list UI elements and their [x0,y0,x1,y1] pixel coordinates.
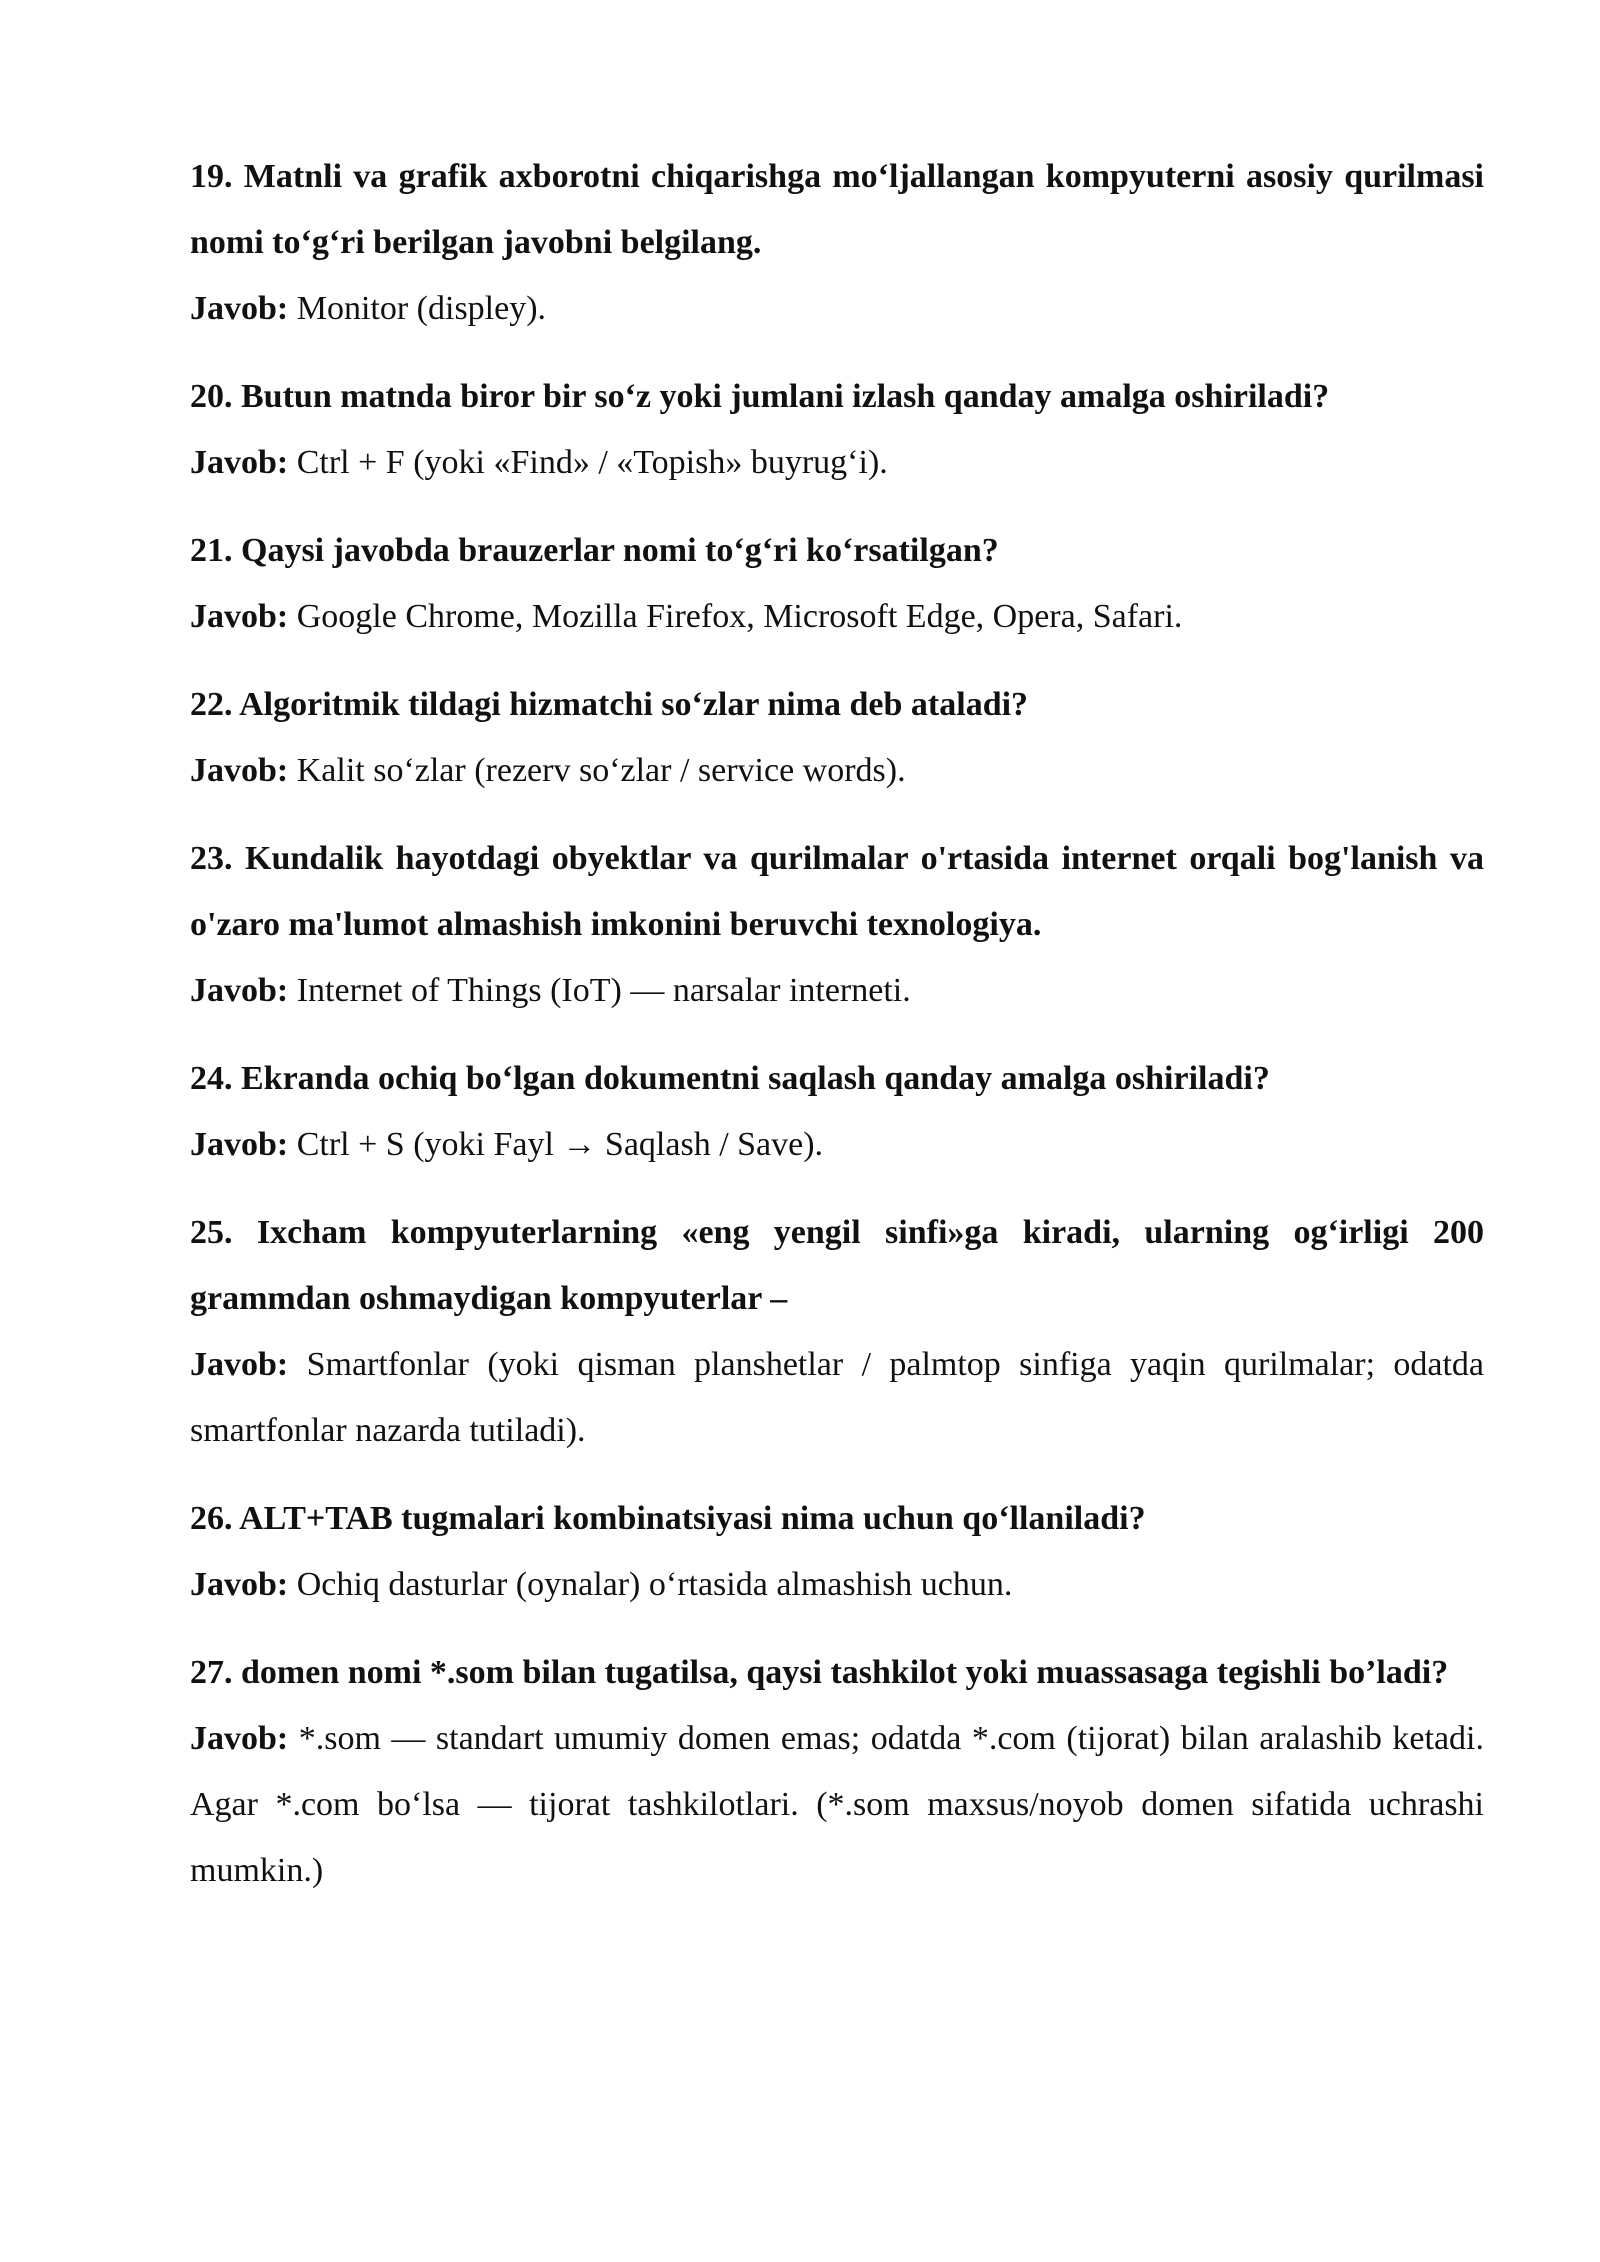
question-text: 19. Matnli va grafik axborotni chiqarishga mo‘ljallangan kompyuterni asosiy qurilmasi nomi to‘g‘ri berilgan javobni belgilang. [190,158,1484,261]
answer-line [190,1332,1484,1464]
answer-label: Javob: [190,598,289,635]
question-text: 24. Ekranda ochiq bo‘lgan dokumentni saqlash qanday amalga oshiriladi? [190,1060,1270,1097]
qa-item-20 [190,364,1484,496]
answer-label: Javob: [190,972,289,1009]
answer-line [190,1552,1484,1618]
question-text: 25. Ixcham kompyuterlarning «eng yengil sinfi»ga kiradi, ularning og‘irligi 200 grammdan oshmaydigan kompyuterlar – [190,1214,1484,1317]
question-text: 22. Algoritmik tildagi hizmatchi so‘zlar nima deb ataladi? [190,686,1029,723]
answer-label: Javob: [190,1126,289,1163]
answer-line [190,1112,1484,1178]
answer-line [190,958,1484,1024]
qa-item-25 [190,1200,1484,1464]
question-text: 26. ALT+TAB tugmalari kombinatsiyasi nima uchun qo‘llaniladi? [190,1500,1146,1537]
answer-label: Javob: [190,1346,289,1383]
answer-text: Ochiq dasturlar (oynalar) o‘rtasida almashish uchun. [296,1566,1013,1603]
qa-item-23 [190,826,1484,1024]
qa-item-27 [190,1640,1484,1904]
question-text: 27. domen nomi *.som bilan tugatilsa, qaysi tashkilot yoki muassasaga tegishli bo’ladi? [190,1654,1449,1691]
question-text: 20. Butun matnda biror bir so‘z yoki jumlani izlash qanday amalga oshiriladi? [190,378,1330,415]
answer-text: *.som — standart umumiy domen emas; odatda *.com (tijorat) bilan aralashib ketadi. Agar *.com bo‘lsa — tijorat tashkilotlari. (*.som maxsus/noyob domen sifatida uchrashi mumkin.) [190,1720,1484,1889]
question-text: 21. Qaysi javobda brauzerlar nomi to‘g‘ri ko‘rsatilgan? [190,532,999,569]
qa-item-22 [190,672,1484,804]
answer-line [190,584,1484,650]
answer-text: Kalit so‘zlar (rezerv so‘zlar / service words). [296,752,906,789]
answer-text: Ctrl + F (yoki «Find» / «Topish» buyrug‘i). [296,444,888,481]
answer-line [190,1706,1484,1904]
answer-label: Javob: [190,444,289,481]
answer-label: Javob: [190,1720,289,1757]
answer-text: Google Chrome, Mozilla Firefox, Microsoft Edge, Opera, Safari. [296,598,1183,635]
answer-label: Javob: [190,752,289,789]
answer-line [190,430,1484,496]
answer-text: Internet of Things (IoT) — narsalar interneti. [296,972,911,1009]
answer-text: Ctrl + S (yoki Fayl → Saqlash / Save). [296,1126,824,1163]
qa-item-26 [190,1486,1484,1618]
answer-text: Smartfonlar (yoki qisman planshetlar / palmtop sinfiga yaqin qurilmalar; odatda smartfonlar nazarda tutiladi). [190,1346,1484,1449]
answer-line [190,738,1484,804]
question-text: 23. Kundalik hayotdagi obyektlar va qurilmalar o'rtasida internet orqali bog'lanish va o'zaro ma'lumot almashish imkonini beruvchi texnologiya. [190,840,1484,943]
qa-item-19 [190,144,1484,342]
qa-item-21 [190,518,1484,650]
qa-list [190,144,1484,1926]
answer-label: Javob: [190,290,289,327]
answer-line [190,276,1484,342]
qa-item-24 [190,1046,1484,1178]
answer-label: Javob: [190,1566,289,1603]
answer-text: Monitor (displey). [296,290,547,327]
